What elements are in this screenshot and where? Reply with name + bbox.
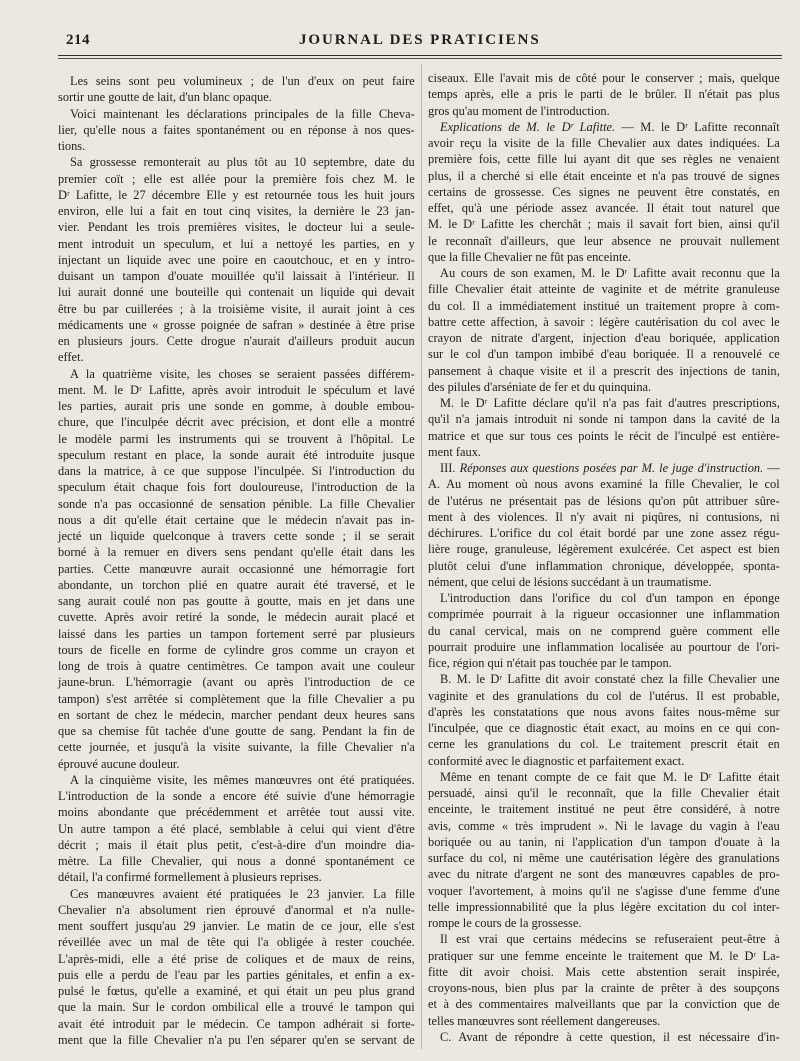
line-text: ment à des violences. Il n'y avait ni piqûres, ni contusions, ni	[428, 509, 780, 524]
text-run: — M. le Dʳ Lafitte reconnaît	[615, 119, 780, 134]
column-separator	[421, 64, 422, 1049]
text-line	[58, 349, 415, 365]
line-text: temps après, elle a pris le parti de le brûler. Il n'était pas plus	[428, 87, 780, 102]
line-text: B. M. le Dʳ Lafitte dit avoir constaté chez la fille Chevalier une	[440, 672, 780, 687]
paragraph	[58, 772, 415, 886]
line-text: dans la matrice, à ce que suppose l'inculpée. Si l'introduction du	[58, 464, 415, 478]
text-line	[58, 106, 415, 122]
text-line	[428, 1013, 780, 1029]
paragraph	[428, 590, 780, 671]
line-text: en plusieurs jours. Cette drogue n'aurait d'ailleurs produit aucun	[58, 334, 415, 348]
text-line	[58, 772, 415, 788]
text-line	[58, 983, 415, 999]
line-text: croyons-nous, bien plus par la crainte de prêter à des soupçons	[428, 981, 780, 995]
text-line	[58, 626, 415, 642]
text-line	[58, 756, 415, 772]
line-text: long de trois à quatre centimètres. Ce tampon avait une couleur	[58, 659, 415, 673]
text-line	[428, 801, 780, 817]
line-text: lier, qu'elle nous a faites spontanément ou en réponse à nos ques-	[58, 122, 415, 137]
line-text: avec du nitrate d'argent ne sont des manœuvres capables de pro-	[428, 867, 780, 882]
line-text: moins abondante que précédemment et arrêtée tout aussi vite.	[58, 805, 415, 820]
text-line	[428, 184, 780, 200]
line-text: lui aurait donné une bouteille qui contenait un liquide qui devait	[58, 285, 415, 300]
paragraph	[58, 154, 415, 365]
text-line	[428, 623, 780, 639]
line-text: conformité avec le diagnostic et parfaitement exact.	[428, 753, 685, 768]
text-line	[428, 639, 780, 655]
text-line	[58, 252, 415, 268]
line-text: vier. Pendant les trois premières visites, le docteur lui a seule-	[58, 220, 415, 235]
text-line	[428, 769, 780, 785]
line-text: sur le col d'un tampon imbibé d'eau boriquée. Il a renouvelé ce	[428, 347, 780, 362]
text-line	[428, 363, 780, 379]
line-text: laissé dans les parties un tampon fortement serré par plusieurs	[58, 626, 415, 641]
text-line	[428, 996, 780, 1012]
line-text: injectant un liquide avec une poire en caoutchouc, et en y intro-	[58, 252, 415, 267]
text-line	[58, 723, 415, 739]
text-line	[428, 785, 780, 801]
line-text: jaune-brun. L'hémorragie (avant ou après l'introduction de ce	[58, 675, 415, 690]
line-text: abondante, un torchon plié en quatre aurait été traversé, et le	[58, 577, 415, 592]
text-line	[58, 268, 415, 284]
text-line	[58, 707, 415, 723]
line-text: de l'utérus ne présentait pas de lésions qu'on pût attribuer sûre-	[428, 493, 780, 508]
line-text: enceinte, le traitement institué ne peut être considéré, à notre	[428, 802, 780, 817]
text-line	[428, 866, 780, 882]
line-text: Ces manœuvres avaient été pratiquées le 23 janvier. La fille	[70, 886, 415, 901]
text-line	[428, 834, 780, 850]
line-text: gros qu'au moment de l'introduction.	[428, 103, 610, 118]
line-text: puis elle a perdu de l'eau par les parties génitales, et enfin a ex-	[58, 967, 415, 982]
text-line	[58, 89, 415, 105]
text-line	[58, 918, 415, 934]
text-line	[428, 346, 780, 362]
left-column	[58, 73, 415, 1048]
text-line	[428, 119, 780, 135]
line-text	[440, 461, 780, 475]
line-text: déchirures. L'orifice du col était bordé par une zone assez régu-	[428, 526, 780, 540]
text-line	[428, 151, 780, 167]
text-line	[58, 528, 415, 544]
text-line	[428, 460, 780, 476]
line-text: matrice et que sur tous ces points le récit de l'inculpé est entière-	[428, 428, 780, 443]
line-text: effet.	[58, 350, 84, 365]
line-text: parties. Cette manœuvre aurait occasionné une hémorragie fort	[58, 561, 415, 576]
text-line	[58, 609, 415, 625]
text-line	[58, 284, 415, 300]
line-text: fice, région qui n'était pas touchée par le tampon.	[428, 656, 672, 670]
line-text: fille Chevalier était atteinte de vaginite et de métrite granuleuse	[428, 282, 780, 297]
line-text: telle impressionnabilité que la plus légère excitation du col inter-	[428, 899, 780, 914]
text-line	[58, 544, 415, 560]
text-line	[428, 720, 780, 736]
text-line	[428, 444, 780, 460]
text-line	[58, 593, 415, 609]
line-text: ciseaux. Elle l'avait mis de côté pour le conserver ; mais, quelque	[428, 71, 780, 85]
line-text: ment faux.	[428, 444, 481, 459]
line-text: que sa chemise fût tachée d'une goutte de sang. Pendant la fin de	[58, 724, 415, 738]
line-text: sang aurait coulé non pas goutte à goutte, mais en jet dans une	[58, 594, 415, 608]
text-line	[428, 86, 780, 102]
text-line	[58, 821, 415, 837]
line-text: battre cette affection, à savoir : légère cautérisation du col avec le	[428, 314, 780, 329]
line-text: plutôt celui d'une inflammation chronique, développée, sponta-	[428, 558, 780, 573]
line-text: l'inculpée, que ce diagnostic était exact, au moins en ce qui con-	[428, 721, 780, 735]
text-line	[428, 509, 780, 525]
text-line	[428, 915, 780, 931]
text-line	[428, 883, 780, 899]
line-text: A la cinquième visite, les mêmes manœuvres ont été pratiquées.	[70, 772, 415, 787]
text-line	[58, 496, 415, 512]
text-line	[428, 379, 780, 395]
text-line	[428, 135, 780, 151]
paragraph	[58, 366, 415, 772]
paragraph	[428, 1029, 780, 1045]
text-line	[428, 411, 780, 427]
paragraph	[58, 106, 415, 155]
line-text: mètre. La fille Chevalier, qui nous a donné spontanément ce	[58, 854, 415, 868]
line-text: rompe le cours de la grossesse.	[428, 916, 582, 930]
italic-run: Réponses aux questions posées par M. le juge d'instruction.	[459, 461, 764, 475]
line-text: du canal cervical, mais on ne comprend guère comment elle	[428, 623, 780, 638]
line-text: tions.	[58, 139, 86, 153]
line-text: nément, que celui de lésions succédant à un traumatisme.	[428, 574, 712, 589]
text-line	[428, 964, 780, 980]
text-line	[428, 558, 780, 574]
line-text: chure, que l'inculpée décrit avec précision, et dont elle a montré	[58, 415, 415, 430]
line-text: le reconnaît d'ailleurs, que leur absence ne prouvait nullement	[428, 233, 780, 248]
text-run: III.	[440, 461, 460, 475]
text-line	[58, 154, 415, 170]
line-text: médicaments une « grosse poignée de safran » destinée à être prise	[58, 317, 415, 332]
line-text: sortir une goutte de lait, d'un blanc opaque.	[58, 90, 272, 105]
text-line	[58, 967, 415, 983]
line-text: réveillée avec un mal de tête qui l'a obligée à rester couchée.	[58, 935, 415, 950]
text-line	[428, 931, 780, 947]
text-line	[58, 203, 415, 219]
line-text: Il est vrai que certains médecins se refuseraient peut-être à	[440, 932, 780, 947]
paragraph	[428, 70, 780, 119]
text-line	[58, 463, 415, 479]
line-text: telles manœuvres sont réellement dangereuses.	[428, 1013, 661, 1028]
line-text: L'introduction de la sonde a encore été suivie d'une hémorragie	[58, 789, 415, 803]
text-line	[58, 804, 415, 820]
text-line	[58, 317, 415, 333]
text-line	[428, 330, 780, 346]
text-line	[58, 219, 415, 235]
text-line	[58, 561, 415, 577]
text-line	[428, 655, 780, 671]
line-text: persuadé, ainsi qu'il le reconnaît, que la fille Chevalier était	[428, 786, 780, 800]
line-text: speculum était chaque fois fort douloureuse, l'introduction de la	[58, 480, 415, 495]
line-text: ment que la fille Chevalier n'a pu l'en séparer qu'en se servant de	[58, 1032, 415, 1047]
line-text: et à des commentaires malveillants que par la conviction que de	[428, 997, 780, 1012]
line-text: A la quatrième visite, les choses se seraient passées différem-	[70, 366, 415, 381]
line-text: première fois, cette fille lui ayant dit que ses règles ne venaient	[428, 152, 780, 167]
line-text: L'après-midi, elle a été prise de coliques et de maux de reins,	[58, 951, 415, 966]
text-line	[58, 398, 415, 414]
text-line	[58, 853, 415, 869]
text-line	[428, 671, 780, 687]
text-line	[428, 428, 780, 444]
line-text: sonde n'a pas occasionné de sensation pénible. La fille Chevalier	[58, 496, 415, 511]
text-line	[58, 414, 415, 430]
text-line	[428, 298, 780, 314]
text-line	[58, 187, 415, 203]
text-line	[428, 899, 780, 915]
line-text: ment. M. le Dʳ Lafitte, après avoir introduit le spéculum et lavé	[58, 382, 415, 397]
text-line	[58, 1016, 415, 1032]
line-text: être bu par cuillerées ; à la troisième visite, il aurait joint à ces	[58, 301, 415, 316]
line-text: Au cours de son examen, M. le Dʳ Lafitte avait reconnu que la	[440, 266, 780, 280]
text-line	[428, 168, 780, 184]
text-line	[428, 70, 780, 86]
text-line	[58, 431, 415, 447]
text-line	[428, 281, 780, 297]
header-rule	[58, 55, 782, 59]
text-line	[428, 265, 780, 281]
line-text: duisant un tampon d'ouate mouillée qu'il laissait à l'intérieur. Il	[58, 269, 415, 283]
text-line	[428, 493, 780, 509]
page-number: 214	[66, 32, 90, 48]
line-text: nous a dit qu'elle était certaine que le médecin n'avait pas in-	[58, 512, 415, 527]
text-line	[58, 837, 415, 853]
line-text: M. le Dʳ Lafitte les cherchât ; mais il savait fort bien, ainsi qu'il	[428, 217, 780, 232]
text-line	[58, 739, 415, 755]
line-text	[440, 120, 780, 134]
line-text: borné à la remuer en divers sens pendant qu'elle était dans les	[58, 545, 415, 560]
line-text: Les seins sont peu volumineux ; de l'un d'eux on peut faire	[70, 74, 415, 88]
text-line	[58, 122, 415, 138]
text-line	[428, 606, 780, 622]
text-line	[428, 1029, 780, 1045]
line-text: boriquée ou au tanin, ni l'application d'un tampon d'ouate à la	[428, 834, 780, 849]
line-text: voquer l'avortement, à moins qu'il ne s'agisse d'une femme d'une	[428, 883, 780, 898]
paragraph	[428, 460, 780, 590]
text-line	[58, 73, 415, 89]
text-line	[428, 850, 780, 866]
line-text: pourrait produire une inflammation localisée au pourtour de l'ori-	[428, 639, 780, 654]
line-text: L'introduction dans l'orifice du col d'un tampon en éponge	[440, 591, 780, 605]
line-text: jecté un liquide quelconque à travers cette sonde ; il se serait	[58, 529, 415, 543]
line-text: crayon de nitrate d'argent, injection d'eau boriquée, application	[428, 331, 780, 345]
text-line	[58, 512, 415, 528]
line-text: ment introduit un speculum, et lui a nettoyé les parties, en y	[58, 236, 415, 251]
paragraph	[58, 886, 415, 1049]
line-text: en sortant de chez le médecin, marcher pendant deux heures sans	[58, 707, 415, 722]
line-text: speculum restant en place, la sonde aurait été introduite jusque	[58, 447, 415, 462]
line-text: avis, comme « très imprudent ». Ni le lavage du vagin à l'eau	[428, 818, 780, 833]
line-text: M. le Dʳ Lafitte déclare qu'il n'a pas fait d'autres prescriptions,	[440, 396, 780, 410]
line-text: lière rouge, granuleuse, légèrement exulcérée. Cet aspect est bien	[428, 542, 780, 557]
text-line	[58, 171, 415, 187]
text-line	[58, 934, 415, 950]
line-text: que la main. Sur le cordon ombilical elle a trouvé le tampon qui	[58, 1000, 415, 1015]
text-line	[58, 658, 415, 674]
line-text: tours de ficelle en forme de cylindre gros comme un crayon et	[58, 642, 415, 657]
text-line	[428, 525, 780, 541]
line-text: Chevalier n'a absolument rien éprouvé d'anormal et n'a nulle-	[58, 902, 415, 917]
text-line	[428, 541, 780, 557]
text-line	[428, 753, 780, 769]
paragraph	[428, 671, 780, 769]
line-text: pulsé le fœtus, qu'elle a examiné, et qui était un peu plus grand	[58, 984, 415, 998]
text-line	[428, 233, 780, 249]
journal-title: JOURNAL DES PRATICIENS	[299, 32, 541, 48]
text-line	[428, 314, 780, 330]
text-line	[58, 479, 415, 495]
text-line	[428, 476, 780, 492]
line-text: cette journée, et jusqu'à la visite suivante, la fille Chevalier n'a	[58, 740, 415, 755]
text-line	[58, 1032, 415, 1048]
text-line	[58, 642, 415, 658]
text-line	[58, 333, 415, 349]
paragraph	[58, 73, 415, 106]
line-text: qu'il n'a jamais introduit ni sonde ni tampon dans la cavité de la	[428, 412, 780, 427]
line-text: effet, qu'à une période assez avancée. Il était tout naturel que	[428, 201, 780, 215]
line-text: pansement à chaque visite et il a prescrit des injections de tanin,	[428, 363, 780, 378]
text-line	[58, 674, 415, 690]
line-text: avoir reçu la visite de la fille Chevalier aux dates indiquées. La	[428, 136, 780, 150]
line-text: Un autre tampon a été placé, semblable à celui qui vient d'être	[58, 821, 415, 836]
text-line	[58, 138, 415, 154]
line-text: Dʳ Lafitte, le 27 décembre Elle y est retournée tous les huit jours	[58, 187, 415, 202]
line-text: Voici maintenant les déclarations principales de la fille Cheva-	[70, 106, 415, 121]
line-text: certains de grossesse. Ces signes ne peuvent être constatés, en	[428, 184, 780, 199]
line-text: fitte dit avoir choisi. Mais cette abstention serait inspirée,	[428, 964, 780, 979]
line-text: environ, elle lui a fait en tout cinq visites, la dernière le 23 jan-	[58, 204, 415, 218]
text-line	[428, 688, 780, 704]
italic-run: Explications de M. le Dʳ Lafitte.	[440, 119, 616, 134]
text-line	[58, 366, 415, 382]
text-line	[58, 236, 415, 252]
line-text: cuvette. Après avoir retiré la sonde, le médecin aurait placé et	[58, 610, 415, 625]
text-line	[428, 216, 780, 232]
line-text: d'après les constatations que nous avons faites nous-même sur	[428, 704, 780, 719]
text-line	[58, 951, 415, 967]
text-line	[428, 249, 780, 265]
line-text: du col. Il a immédiatement institué un traitement propre à com-	[428, 298, 780, 313]
line-text: cerne les granulations du col. Le traitement prescrit était en	[428, 737, 780, 752]
text-line	[58, 447, 415, 463]
line-text: surface du col, ni même une cautérisation légère des granulations	[428, 851, 780, 865]
text-line	[58, 869, 415, 885]
text-line	[428, 103, 780, 119]
paragraph	[428, 931, 780, 1029]
text-line	[428, 200, 780, 216]
text-line	[428, 948, 780, 964]
text-line	[58, 382, 415, 398]
line-text: plus, il a cherché si elle était enceinte et n'a pas trouvé de signes	[428, 168, 780, 183]
text-line	[428, 736, 780, 752]
text-line	[58, 691, 415, 707]
text-line	[58, 886, 415, 902]
line-text: décrit ; mais il était plus petit, c'est-à-dire d'un moindre dia-	[58, 837, 415, 852]
line-text: des pilules d'arséniate de fer et du quinquina.	[428, 379, 652, 394]
line-text: A. Au moment où nous avons examiné la fille Chevalier, le col	[428, 477, 780, 492]
line-text: Sa grossesse remonterait au plus tôt au 10 septembre, date du	[70, 155, 415, 170]
line-text: Même en tenant compte de ce fait que M. le Dʳ Lafitte était	[440, 769, 780, 784]
paragraph	[428, 265, 780, 395]
line-text: comprimée pourrait à la rigueur occasionner une inflammation	[428, 607, 780, 622]
line-text: éprouvé aucune douleur.	[58, 756, 180, 771]
line-text: tampon) s'est arrêtée si complètement que la fille Chevalier a pu	[58, 691, 415, 706]
line-text: avait été introduit par le médecin. Ce tampon adhérait si forte-	[58, 1016, 415, 1031]
line-text: vaginite et des granulations du col de l'utérus. Il est probable,	[428, 688, 780, 703]
text-line	[58, 301, 415, 317]
text-line	[58, 999, 415, 1015]
text-line	[428, 704, 780, 720]
line-text: ment souffert jusqu'au 29 janvier. Le matin de ce jour, elle s'est	[58, 919, 415, 933]
line-text: le modèle parmi les instruments qui se trouvent à l'hôpital. Le	[58, 431, 415, 446]
text-line	[58, 788, 415, 804]
text-line	[428, 574, 780, 590]
text-line	[428, 818, 780, 834]
text-line	[428, 980, 780, 996]
paragraph	[428, 395, 780, 460]
line-text: C. Avant de répondre à cette question, il est nécessaire d'in-	[440, 1029, 780, 1044]
text-line	[58, 577, 415, 593]
paragraph	[428, 119, 780, 265]
text-line	[428, 395, 780, 411]
line-text: les parties, aurait pris une sonde en gomme, à double embou-	[58, 399, 415, 413]
line-text: détail, l'a confirmé formellement à plusieurs reprises.	[58, 870, 322, 885]
right-column	[428, 70, 780, 1045]
line-text: pratiquer sur une femme enceinte le traitement que M. le Dʳ La-	[428, 948, 780, 963]
text-line	[428, 590, 780, 606]
paragraph	[428, 769, 780, 932]
text-run: —	[763, 461, 780, 475]
line-text: premier coït ; elle est allée pour la première fois chez M. le	[58, 171, 415, 186]
text-line	[58, 902, 415, 918]
line-text: que la fille Chevalier ne fût pas enceinte.	[428, 249, 631, 264]
